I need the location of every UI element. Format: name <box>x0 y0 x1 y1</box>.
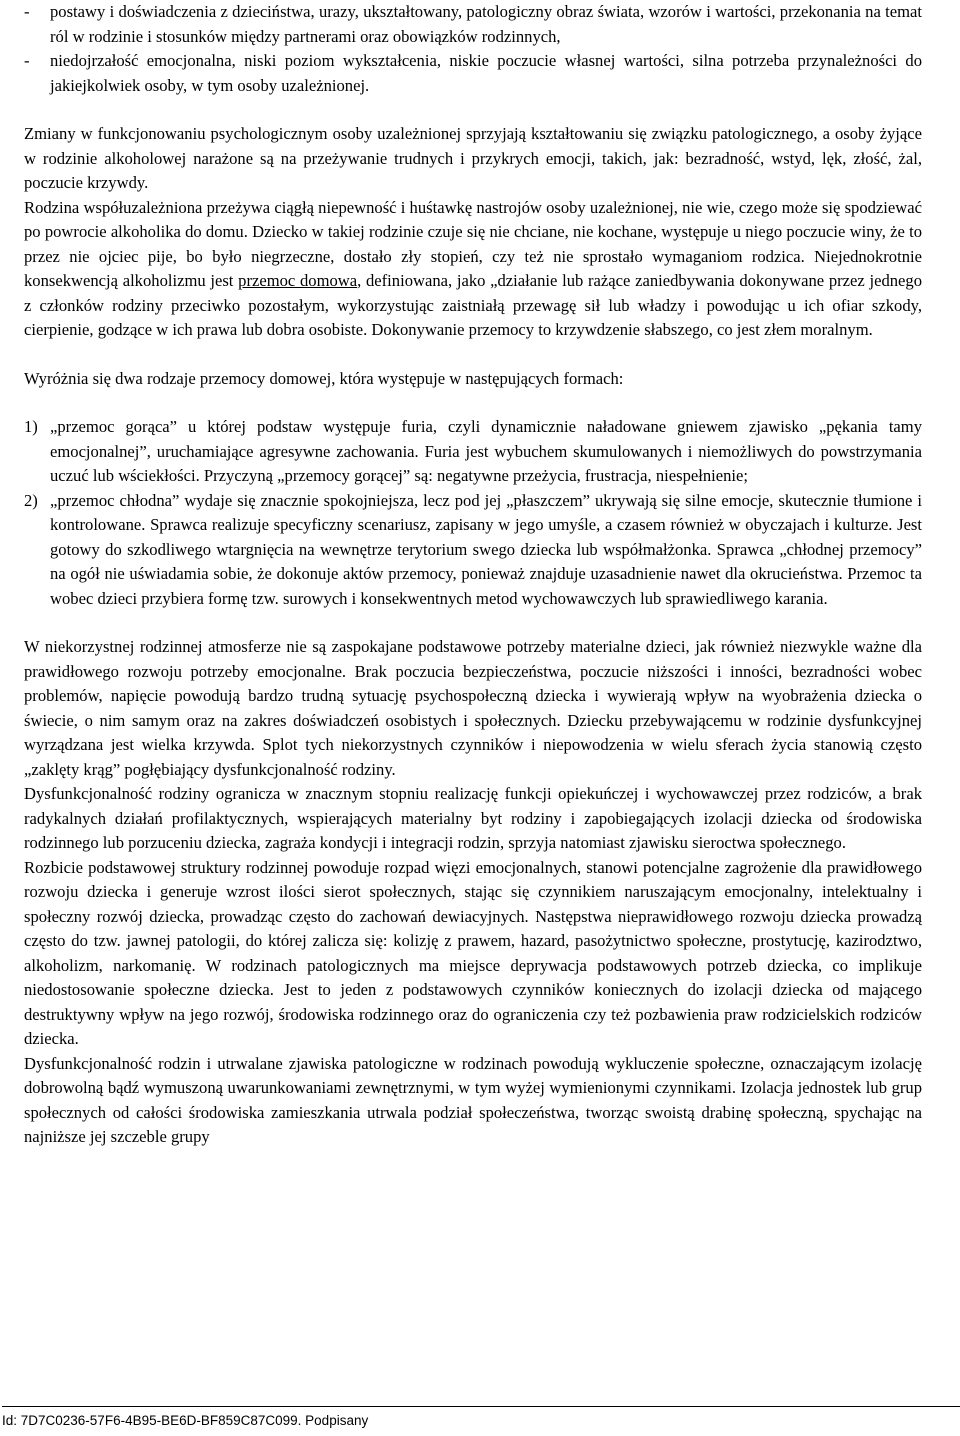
footer-divider <box>2 1406 960 1407</box>
spacer <box>24 611 922 635</box>
bullet-dash: - <box>24 51 30 70</box>
list-item <box>24 415 922 489</box>
domestic-violence-link[interactable]: przemoc domowa <box>238 271 358 290</box>
list-number: 2) <box>24 490 38 510</box>
document-page <box>24 0 922 1150</box>
paragraph-family-atmosphere: W niekorzystnej rodzinnej atmosferze nie są zaspokajane podstawowe potrzeby materialne dzieci, jak również niezwykle ważne dla prawidłowego rozwoju potrzeby emocjonalne. Brak poczucia bezpieczeństwa, poczucie niższości i inności, bezradności wobec problemów, napięcie powodują bardzo trudną sytuację psychospołeczną dziecka i wywierają wpływ na wyobrażenia dziecka o świecie, o nim samym oraz na zakres doświadczeń osobistych i społecznych. Dziecku przebywającemu w rodzinie dysfunkcyjnej wyrządzana jest wielka krzywda. Splot tych niekorzystnych czynników i niepowodzenia w wielu sferach życia stanowią często „zaklęty krąg” pogłębiający dysfunkcjonalność rodziny. <box>24 637 922 779</box>
paragraph-social-exclusion: Dysfunkcjonalność rodzin i utrwalane zjawiska patologiczne w rodzinach powodują wykluczenie społeczne, oznaczającym izolację dobrowolną bądź wymuszoną uwarunkowaniami zewnętrznymi, w tym wyżej wymienionymi czynnikami. Izolacja jednostek lub grup społecznych od całości środowiska zamieszkania utrwala podział społeczeństwa, tworząc swoistą drabinę społeczną, spychając na najniższe jej szczeble grupy <box>24 1053 922 1146</box>
paragraph-psychological-changes: Zmiany w funkcjonowaniu psychologicznym osoby uzależnionej sprzyjają kształtowaniu się związku patologicznego, a osoby żyjące w rodzinie alkoholowej narażone są na przeżywanie trudnych i przykrych emocji, takich, jak: bezradność, wstyd, lęk, złość, żal, poczucie krzywdy. <box>24 124 922 192</box>
bullet-item <box>24 0 922 49</box>
list-text: „przemoc gorąca” u której podstaw występuje furia, czyli dynamicznie naładowane gniewem zjawisko „pękania tamy emocjonalnej”, uruchamiające agresywne zachowania. Furia jest wybuchem skumulowanych i niemożliwych do powstrzymania uczuć lub wściekłości. Przyczyną „przemocy gorącej” są: negatywne przeżycia, frustracja, niespełnienie; <box>50 417 922 485</box>
bullet-text: postawy i doświadczenia z dzieciństwa, urazy, ukształtowany, patologiczny obraz świata, wzorów i wartości, przekonania na temat ról w rodzinie i stosunków między partnerami oraz obowiązków rodzinnych, <box>50 2 922 46</box>
bullet-item <box>24 49 922 98</box>
footer-id: Id: 7D7C0236-57F6-4B95-BE6D-BF859C87C099. Podpisany <box>2 1413 369 1428</box>
list-item <box>24 489 922 612</box>
paragraph-codependent-family <box>24 196 922 343</box>
spacer <box>24 343 922 367</box>
spacer <box>24 98 922 122</box>
paragraph-text: , definiowana, jako „działanie lub rażące zaniedbywania dokonywane przez jednego z członków rodziny przeciwko pozostałym, wykorzystując zaistniałą przewagę sił lub władzy i powodując u ich ofiar szkody, cierpienie, godzące w ich prawa lub dobra osobiste. Dokonywanie przemocy to krzywdzenie słabszego, co jest złem moralnym. <box>24 271 922 339</box>
list-text: „przemoc chłodna” wydaje się znacznie spokojniejsza, lecz pod jej „płaszczem” ukrywają się silne emocje, skutecznie tłumione i kontrolowane. Sprawca realizuje specyficzny scenariusz, zapisany w jego umyśle, a czasem również w obyczajach i kulturze. Jest gotowy do szkodliwego wtargnięcia na wewnętrze terytorium swego dziecka lub współmałżonka. Sprawca „chłodnej przemocy” na ogół nie uświadamia sobie, że dokonuje aktów przemocy, ponieważ znajduje uzasadnienie nawet dla okrucieństwa. Przemoc ta wobec dzieci przybiera formę tzw. surowych i konsekwentnych metod wychowawczych lub sprawiedliwego karania. <box>50 490 922 608</box>
paragraph-text: Rodzina współuzależniona przeżywa ciągłą niepewność i huśtawkę nastrojów osoby uzależnionej, nie wie, czego może się spodziewać po powrocie alkoholika do domu. Dziecko w takiej rodzinie czuje się nie chciane, nie kochane, występuje u niego poczucie winy, że to przez nie ojciec pije, bo było niegrzeczne, dostało zły stopień, czy też nie sprostało wymaganiom rodzica. Niejednokrotnie konsekwencją alkoholizmu jest <box>24 197 922 290</box>
bullet-list <box>24 0 922 98</box>
bullet-text: niedojrzałość emocjonalna, niski poziom wykształcenia, niskie poczucie własnej wartości, silna potrzeba przynależności do jakiejkolwiek osoby, w tym osoby uzależnionej. <box>50 51 922 95</box>
paragraph-violence-types-intro: Wyróżnia się dwa rodzaje przemocy domowej, która występuje w następujących formach: <box>24 368 624 388</box>
list-number: 1) <box>24 417 38 436</box>
paragraph-family-breakup: Rozbicie podstawowej struktury rodzinnej powoduje rozpad więzi emocjonalnych, stanowi potencjalne zagrożenie dla prawidłowego rozwoju dziecka i generuje wzrost ilości sierot społecznych, stając się czynnikiem naruszającym emocjonalny, intelektualny i społeczny rozwój dziecka, prowadząc często do zachowań dewiacyjnych. Następstwa nieprawidłowego rozwoju dziecka prowadzą często do tzw. jawnej patologii, do której zalicza się: kolizję z prawem, hazard, pasożytnictwo społeczne, prostytucję, kazirodztwo, alkoholizm, narkomanię. W rodzinach patologicznych ma miejsce deprywacja podstawowych potrzeb dziecka, co implikuje niedostosowanie społeczne dziecka. Jest to jeden z podstawowych czynników koniecznych do izolacji dziecka od mającego destruktywny wpływ na jego rozwój, środowiska rodzinnego oraz do ograniczenia czy też pozbawienia praw rodzicielskich rodziców dziecka. <box>24 857 922 1048</box>
bullet-dash: - <box>24 2 30 21</box>
spacer <box>24 391 922 415</box>
paragraph-dysfunctionality: Dysfunkcjonalność rodziny ogranicza w znacznym stopniu realizację funkcji opiekuńczej i wychowawczej przez rodziców, a brak radykalnych działań profilaktycznych, wspierających materialny byt rodziny i zapobiegających izolacji dziecka od środowiska rodzinnego lub porzuceniu dziecka, zagraża kondycji i integracji rodzin, sprzyja natomiast zjawisku sieroctwa społecznego. <box>24 784 922 852</box>
violence-types-list <box>24 415 922 611</box>
